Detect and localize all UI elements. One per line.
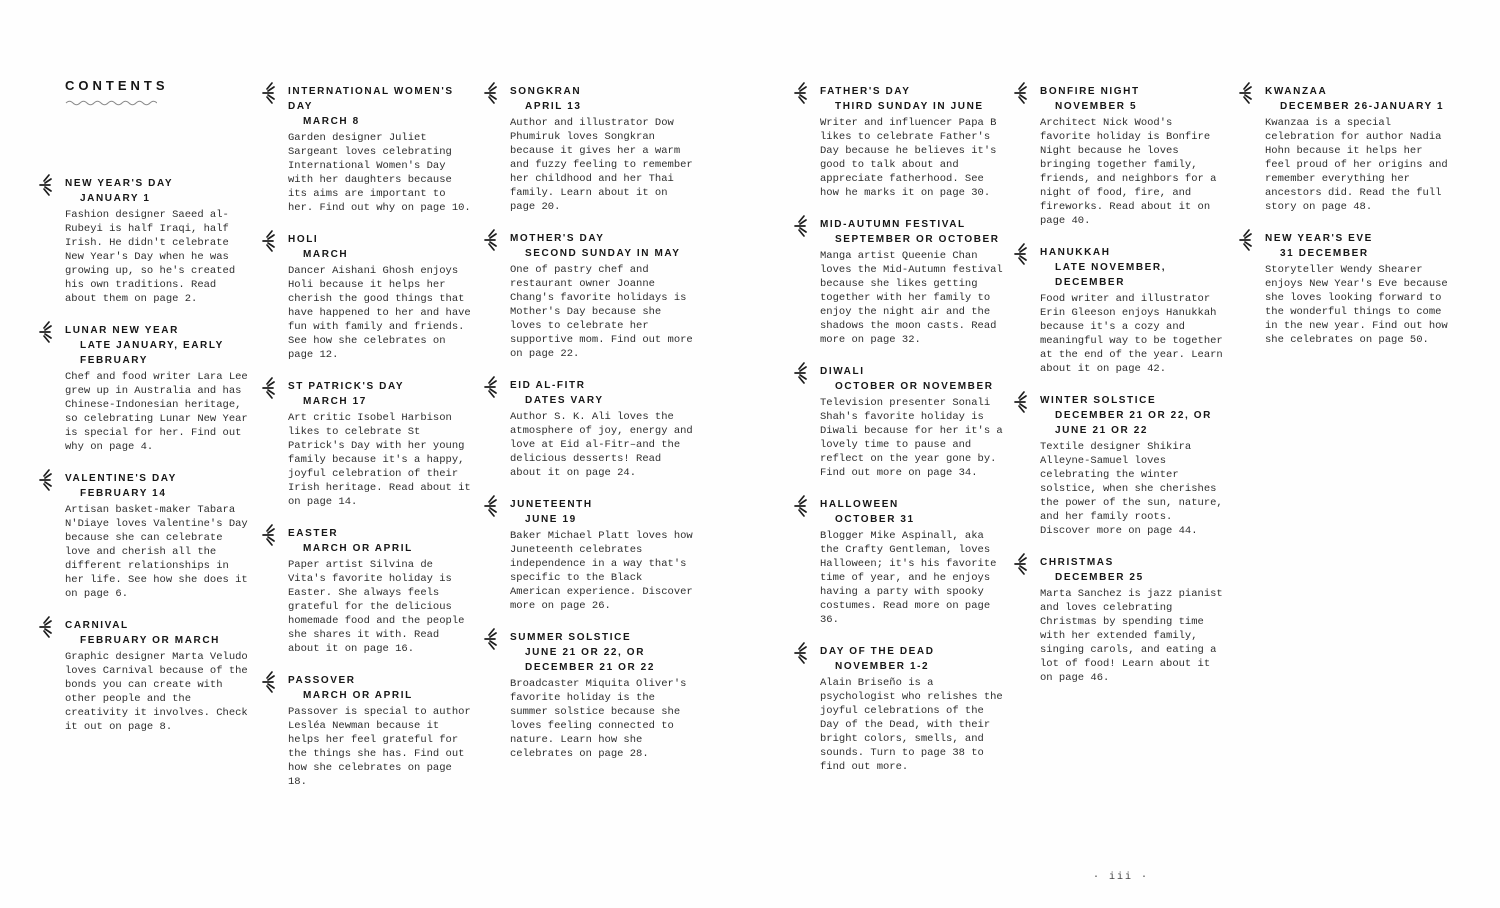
toc-column-6 <box>1265 84 1451 364</box>
holiday-title: PASSOVER <box>288 675 356 686</box>
holiday-date: MARCH 8 <box>303 116 360 127</box>
entry-text <box>820 84 1006 200</box>
entry-text <box>65 323 251 454</box>
entry-text <box>1040 393 1226 538</box>
holiday-date: 31 DECEMBER <box>1280 248 1369 259</box>
holiday-date: JUNE 21 OR 22, OR DECEMBER 21 OR 22 <box>525 647 656 673</box>
sparkle-burst-icon <box>791 81 811 105</box>
toc-entry <box>820 497 1006 627</box>
sparkle-burst-icon <box>36 173 56 197</box>
toc-entry <box>65 471 251 601</box>
toc-entry <box>820 84 1006 200</box>
toc-entry <box>288 526 474 656</box>
sparkle-burst-icon <box>259 81 279 105</box>
entry-text <box>820 217 1006 347</box>
toc-entry <box>288 84 474 215</box>
toc-column-5 <box>1040 84 1226 702</box>
toc-entry <box>1040 555 1226 685</box>
holiday-title: SONGKRAN <box>510 86 582 97</box>
holiday-description: Textile designer Shikira Alleyne-Samuel loves celebrating the winter solstice, when she cherishes the power of the sun, nature, and her family roots. Discover more on page 44. <box>1040 441 1223 537</box>
holiday-title: HOLI <box>288 234 319 245</box>
holiday-description: Author S. K. Ali loves the atmosphere of joy, energy and love at Eid al-Fitr–and the delicious desserts! Read about it on page 24. <box>510 411 693 479</box>
holiday-description: Baker Michael Platt loves how Juneteenth celebrates independence in a way that's specific to the Black American experience. Discover more on page 26. <box>510 530 693 612</box>
holiday-title: MID-AUTUMN FESTIVAL <box>820 219 966 230</box>
holiday-date: FEBRUARY OR MARCH <box>80 635 220 646</box>
sparkle-burst-icon <box>791 494 811 518</box>
page-title: CONTENTS <box>65 78 169 93</box>
holiday-description: Broadcaster Miquita Oliver's favorite holiday is the summer solstice because she loves feeling connected to nature. Learn how she celebrates on page 28. <box>510 678 687 760</box>
sparkle-burst-icon <box>36 468 56 492</box>
toc-column-4 <box>820 84 1006 791</box>
holiday-date: FEBRUARY 14 <box>80 488 167 499</box>
sparkle-burst-icon <box>1011 81 1031 105</box>
sparkle-burst-icon <box>1236 81 1256 105</box>
holiday-date: APRIL 13 <box>525 101 582 112</box>
toc-entry <box>65 323 251 454</box>
holiday-date: JUNE 19 <box>525 514 577 525</box>
holiday-date: NOVEMBER 5 <box>1055 101 1138 112</box>
entry-text <box>65 471 251 601</box>
holiday-title: WINTER SOLSTICE <box>1040 395 1157 406</box>
holiday-title: NEW YEAR'S DAY <box>65 178 174 189</box>
holiday-description: Blogger Mike Aspinall, aka the Crafty Gentleman, loves Halloween; it's his favorite time of year, and he enjoys having a party with spooky costumes. Read more on page 36. <box>820 530 997 626</box>
sparkle-burst-icon <box>36 615 56 639</box>
holiday-title: DIWALI <box>820 366 865 377</box>
holiday-description: Graphic designer Marta Veludo loves Carnival because of the bonds you can create with other people and the creativity it involves. Check it out on page 8. <box>65 651 248 733</box>
holiday-title: FATHER'S DAY <box>820 86 911 97</box>
toc-entry <box>510 231 696 361</box>
toc-entry <box>65 176 251 306</box>
entry-text <box>288 526 474 656</box>
holiday-title: HALLOWEEN <box>820 499 899 510</box>
holiday-title: CARNIVAL <box>65 620 129 631</box>
entry-text <box>510 231 696 361</box>
entry-text <box>1040 245 1226 376</box>
holiday-title: KWANZAA <box>1265 86 1328 97</box>
holiday-description: Paper artist Silvina de Vita's favorite holiday is Easter. She always feels grateful for the delicious homemade food and the people she shares it with. Read about it on page 16. <box>288 559 465 655</box>
holiday-date: DATES VARY <box>525 395 604 406</box>
entry-text <box>288 84 474 215</box>
holiday-title: CHRISTMAS <box>1040 557 1114 568</box>
entry-text <box>820 644 1006 774</box>
holiday-description: One of pastry chef and restaurant owner Joanne Chang's favorite holidays is Mother's Day because she loves to celebrate her supportive mom. Find out more on page 22. <box>510 264 693 360</box>
entry-text <box>510 630 696 761</box>
holiday-title: INTERNATIONAL WOMEN'S DAY <box>288 86 454 112</box>
holiday-date: LATE JANUARY, EARLY FEBRUARY <box>80 340 224 366</box>
toc-column-1 <box>65 176 251 751</box>
sparkle-burst-icon <box>259 523 279 547</box>
sparkle-burst-icon <box>481 81 501 105</box>
entry-text <box>65 176 251 306</box>
holiday-title: LUNAR NEW YEAR <box>65 325 179 336</box>
holiday-date: LATE NOVEMBER, DECEMBER <box>1055 262 1167 288</box>
toc-entry <box>1265 84 1451 214</box>
holiday-date: THIRD SUNDAY IN JUNE <box>835 101 984 112</box>
holiday-date: DECEMBER 25 <box>1055 572 1144 583</box>
toc-entry <box>820 364 1006 480</box>
holiday-description: Food writer and illustrator Erin Gleeson enjoys Hanukkah because it's a cozy and meaningful way to be together at the end of the year. Learn about it on page 42. <box>1040 293 1223 375</box>
holiday-description: Garden designer Juliet Sargeant loves celebrating International Women's Day with her daughters because its aims are important to her. Find out why on page 10. <box>288 132 471 214</box>
holiday-date: JANUARY 1 <box>80 193 151 204</box>
entry-text <box>510 378 696 480</box>
sparkle-burst-icon <box>259 376 279 400</box>
holiday-date: OCTOBER OR NOVEMBER <box>835 381 994 392</box>
sparkle-burst-icon <box>1011 552 1031 576</box>
holiday-description: Dancer Aishani Ghosh enjoys Holi because it helps her cherish the good things that have happened to her and have fun with family and friends. See how she celebrates on page 12. <box>288 265 471 361</box>
holiday-description: Kwanzaa is a special celebration for author Nadia Hohn because it helps her feel proud of her origins and remember everything her ancestors did. Read the full story on page 48. <box>1265 117 1448 213</box>
holiday-title: SUMMER SOLSTICE <box>510 632 632 643</box>
entry-text <box>288 379 474 509</box>
entry-text <box>1040 84 1226 228</box>
entry-text <box>1265 231 1451 347</box>
entry-text <box>510 84 696 214</box>
holiday-date: MARCH <box>303 249 349 260</box>
holiday-description: Storyteller Wendy Shearer enjoys New Year's Eve because she loves looking forward to the wonderful things to come in the new year. Find out how she celebrates on page 50. <box>1265 264 1448 346</box>
holiday-title: MOTHER'S DAY <box>510 233 605 244</box>
holiday-description: Alain Briseño is a psychologist who relishes the joyful celebrations of the Day of the Dead, with their bright colors, smells, and sounds. Turn to page 38 to find out more. <box>820 677 1003 773</box>
toc-entry <box>820 217 1006 347</box>
holiday-date: DECEMBER 21 OR 22, OR JUNE 21 OR 22 <box>1055 410 1212 436</box>
holiday-description: Manga artist Queenie Chan loves the Mid-Autumn festival because she likes getting together with her family to enjoy the night air and the shadows the moon casts. Read more on page 32. <box>820 250 1003 346</box>
holiday-date: DECEMBER 26-JANUARY 1 <box>1280 101 1445 112</box>
entry-text <box>820 364 1006 480</box>
toc-entry <box>65 618 251 734</box>
holiday-description: Architect Nick Wood's favorite holiday is Bonfire Night because he loves bringing together family, friends, and neighbors for a night of food, fire, and fireworks. Read about it on page 40. <box>1040 117 1217 227</box>
holiday-title: JUNETEENTH <box>510 499 593 510</box>
holiday-date: MARCH OR APRIL <box>303 543 413 554</box>
holiday-title: VALENTINE'S DAY <box>65 473 177 484</box>
holiday-description: Artisan basket-maker Tabara N'Diaye loves Valentine's Day because she can celebrate love and cherish all the different relationships in her life. See how she does it on page 6. <box>65 504 248 600</box>
toc-column-3 <box>510 84 696 778</box>
contents-header <box>65 78 169 107</box>
entry-text <box>1265 84 1451 214</box>
entry-text <box>288 673 474 789</box>
sparkle-burst-icon <box>481 494 501 518</box>
holiday-date: MARCH OR APRIL <box>303 690 413 701</box>
holiday-description: Marta Sanchez is jazz pianist and loves celebrating Christmas by spending time with her extended family, singing carols, and eating a lot of food! Learn about it on page 46. <box>1040 588 1223 684</box>
holiday-title: DAY OF THE DEAD <box>820 646 935 657</box>
holiday-description: Writer and influencer Papa B likes to celebrate Father's Day because he believes it's good to talk about and appreciate fatherhood. See how he marks it on page 30. <box>820 117 997 199</box>
holiday-description: Chef and food writer Lara Lee grew up in Australia and has Chinese-Indonesian heritage, so celebrating Lunar New Year is special for her. Find out why on page 4. <box>65 371 248 453</box>
toc-entry <box>510 84 696 214</box>
sparkle-burst-icon <box>481 627 501 651</box>
toc-entry <box>1040 245 1226 376</box>
holiday-date: SEPTEMBER OR OCTOBER <box>835 234 1000 245</box>
entry-text <box>510 497 696 613</box>
holiday-title: EID AL-FITR <box>510 380 586 391</box>
holiday-date: MARCH 17 <box>303 396 367 407</box>
holiday-date: OCTOBER 31 <box>835 514 915 525</box>
holiday-title: HANUKKAH <box>1040 247 1111 258</box>
sparkle-burst-icon <box>1011 242 1031 266</box>
holiday-description: Author and illustrator Dow Phumiruk loves Songkran because it gives her a warm and fuzzy feeling to remember her childhood and her Thai family. Learn about it on page 20. <box>510 117 693 213</box>
holiday-description: Passover is special to author Lesléa Newman because it helps her feel grateful for the things she has. Find out how she celebrates on page 18. <box>288 706 471 788</box>
toc-entry <box>510 378 696 480</box>
wavy-underline-icon <box>65 99 157 107</box>
page-number: · iii · <box>1092 872 1149 883</box>
sparkle-burst-icon <box>791 214 811 238</box>
holiday-title: NEW YEAR'S EVE <box>1265 233 1373 244</box>
holiday-date: NOVEMBER 1-2 <box>835 661 930 672</box>
entry-text <box>65 618 251 734</box>
holiday-title: EASTER <box>288 528 339 539</box>
sparkle-burst-icon <box>481 228 501 252</box>
sparkle-burst-icon <box>1236 228 1256 252</box>
holiday-description: Fashion designer Saeed al-Rubeyi is half Iraqi, half Irish. He didn't celebrate New Year's Day when he was growing up, so he's created his own traditions. Read about them on page 2. <box>65 209 236 305</box>
sparkle-burst-icon <box>1011 390 1031 414</box>
holiday-date: SECOND SUNDAY IN MAY <box>525 248 681 259</box>
sparkle-burst-icon <box>259 670 279 694</box>
toc-entry <box>288 232 474 362</box>
entry-text <box>820 497 1006 627</box>
toc-entry <box>510 630 696 761</box>
holiday-title: BONFIRE NIGHT <box>1040 86 1140 97</box>
sparkle-burst-icon <box>259 229 279 253</box>
toc-entry <box>510 497 696 613</box>
holiday-description: Art critic Isobel Harbison likes to celebrate St Patrick's Day with her young family because it's a happy, joyful celebration of their Irish heritage. Read about it on page 14. <box>288 412 471 508</box>
toc-entry <box>820 644 1006 774</box>
toc-column-2 <box>288 84 474 806</box>
toc-entry <box>1040 84 1226 228</box>
entry-text <box>1040 555 1226 685</box>
toc-entry <box>1265 231 1451 347</box>
toc-entry <box>1040 393 1226 538</box>
holiday-title: ST PATRICK'S DAY <box>288 381 405 392</box>
entry-text <box>288 232 474 362</box>
toc-entry <box>288 379 474 509</box>
sparkle-burst-icon <box>791 641 811 665</box>
toc-entry <box>288 673 474 789</box>
sparkle-burst-icon <box>791 361 811 385</box>
sparkle-burst-icon <box>36 320 56 344</box>
sparkle-burst-icon <box>481 375 501 399</box>
holiday-description: Television presenter Sonali Shah's favorite holiday is Diwali because for her it's a lovely time to pause and reflect on the year gone by. Find out more on page 34. <box>820 397 1003 479</box>
